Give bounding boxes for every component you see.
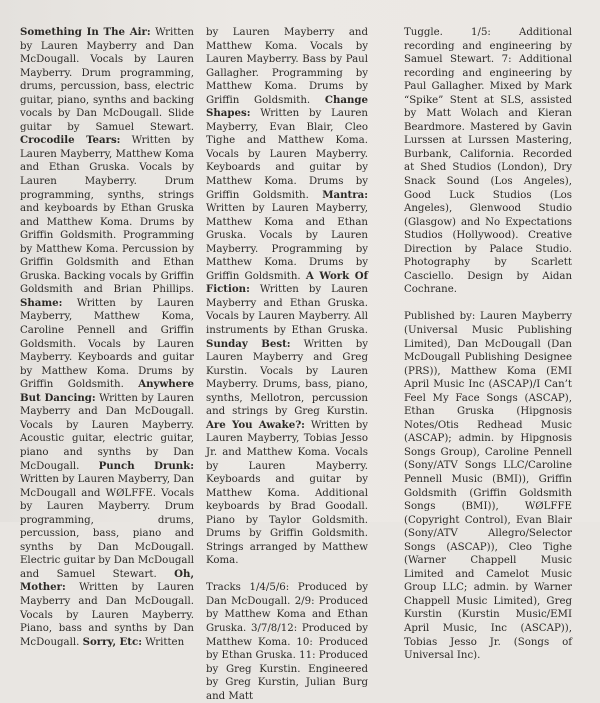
track-title: Sorry, Etc: (82, 635, 142, 648)
credits-column-3 (404, 26, 572, 663)
track-credit: Written by Lauren Mayberry and Dan McDougall. Vocals by Lauren Mayberry. Acoustic guitar, electric guitar, piano and synths by Dan McDougall. (20, 392, 194, 472)
track-title: Are You Awake?: (206, 418, 305, 431)
track-title: Anywhere But Dancing: (20, 378, 194, 404)
publishing-credits: Published by: Lauren Mayberry (Universal Music Publishing Limited), Dan McDougall (Dan McDougall Publishing Designee (PRS)), Matthew Koma (EMI April Music Inc (ASCAP)/I Can’t Feel My Face Songs (ASCAP), Ethan Gruska (Hipgnosis Notes/Otis Redhead Music (ASCAP); admin. by Hipgnosis Songs Group), Caroline Pennell (Sony/ATV Songs LLC/Caroline Pennell Music (BMI)), Griffin Goldsmith (Griffin Goldsmith Songs (BMI)), WØLFFE (Copyright Control), Evan Blair (Sony/ATV Allegro/Selector Songs (ASCAP)), Cleo Tighe (Warner Chappell Music Limited and Camelot Music Group LLC; admin. by Warner Chappell Music Limited), Greg Kurstin (Kurstin Music/EMI April Music, Inc (ASCAP)), Tobias Jesso Jr. (Songs of Universal Inc). (404, 311, 572, 662)
production-credits: Tracks 1/4/5/6: Produced by Dan McDougall. 2/9: Produced by Matthew Koma and Ethan Gruska. 3/7/8/12: Produced by Matthew Koma. 10: Produced by Ethan Gruska. 11: Produced by Greg Kurstin. Engineered by Greg Kurstin, Julian Burg and Matt (206, 582, 368, 702)
track-title: Punch Drunk: (98, 459, 194, 472)
track-title: Crocodile Tears: (20, 134, 121, 147)
track-title: Shame: (20, 296, 63, 309)
credits-column-2 (206, 26, 368, 703)
track-title: Mantra: (322, 188, 368, 201)
track-credit: Written by Lauren Mayberry, Matthew Koma, Caroline Pennell and Griffin Goldsmith. Vocals by Lauren Mayberry. Keyboards and guitar by Matthew Koma. Drums by Griffin Goldsmith. (20, 297, 194, 391)
track-credit: Written by Lauren Mayberry and Dan McDougall. Vocals by Lauren Mayberry. Piano, bass and synths by Dan McDougall. (20, 582, 194, 648)
track-credit: Written by Lauren Mayberry and Greg Kurstin. Vocals by Lauren Mayberry. Drums, bass, piano, synths, Mellotron, percussion and strings by Greg Kurstin. (206, 338, 368, 418)
track-credit: Written by Lauren Mayberry, Matthew Koma and Ethan Gruska. Vocals by Lauren Mayberry. Programming by Matthew Koma. Drums by Griffin Goldsmith. (206, 203, 368, 282)
track-title: Oh, Mother: (20, 567, 194, 594)
credits-paragraph (20, 26, 194, 649)
track-title: A Work Of Fiction: (206, 269, 368, 296)
track-title: Something In The Air: (20, 26, 151, 38)
engineering-credits: Tuggle. 1/5: Additional recording and engineering by Samuel Stewart. 7: Additional recording and engineering by Paul Gallagher. Mixed by Mark “Spike” Stent at SLS, assisted by Matt Wolach and Kieran Beardmore. Mastered by Gavin Lurssen at Lurssen Mastering, Burbank, California. Recorded at Shed Studios (London), Dry Snack Sound (Los Angeles), Good Luck Studios (Los Angeles), Glenwood Studio (Glasgow) and No Expectations Studios (Hollywood). Creative Direction by Palace Studio. Photography by Scarlett Casciello. Design by Aidan Cochrane. (404, 27, 572, 296)
track-credit: Written by Lauren Mayberry, Evan Blair, Cleo Tighe and Matthew Koma. Vocals by Lauren Mayberry. Keyboards and guitar by Matthew Koma. Drums by Griffin Goldsmith. (206, 108, 368, 201)
track-credit: Written by Lauren Mayberry and Ethan Gruska. Vocals by Lauren Mayberry. All instruments by Ethan Gruska. (206, 284, 368, 337)
track-credit: Written by Lauren Mayberry, Tobias Jesso Jr. and Matthew Koma. Vocals by Lauren Mayberry. Keyboards and guitar by Matthew Koma. Additional keyboards by Brad Goodall. Piano by Taylor Goldsmith. Drums by Griffin Goldsmith. Strings arranged by Matthew Koma. (206, 419, 368, 567)
credits-column-1 (20, 26, 194, 649)
track-title: Change Shapes: (206, 93, 368, 120)
credits-paragraph (206, 26, 368, 568)
track-title: Sunday Best: (206, 337, 291, 350)
track-credit: Written (145, 636, 185, 648)
track-credit: Written by Lauren Mayberry and Dan McDougall. Vocals by Lauren Mayberry. Drum programming, drums, percussion, bass, electric guitar, piano, synths and backing vocals by Dan McDougall. Slide guitar by Samuel Stewart. (20, 27, 194, 133)
track-credit: by Lauren Mayberry and Matthew Koma. Vocals by Lauren Mayberry. Bass by Paul Gallagher. Programming by Matthew Koma. Drums by Griffin Goldsmith. (206, 27, 368, 106)
track-credit: Written by Lauren Mayberry, Matthew Koma and Ethan Gruska. Vocals by Lauren Mayberry. Drum programming, synths, strings and keyboards by Ethan Gruska and Matthew Koma. Drums by Griffin Goldsmith. Programming by Matthew Koma. Percussion by Griffin Goldsmith and Ethan Gruska. Backing vocals by Griffin Goldsmith and Brian Phillips. (20, 135, 194, 296)
track-credit: Written by Lauren Mayberry, Dan McDougall and WØLFFE. Vocals by Lauren Mayberry. Drum programming, drums, percussion, bass, piano and synths by Dan McDougall. Electric guitar by Dan McDougall and Samuel Stewart. (20, 474, 195, 580)
